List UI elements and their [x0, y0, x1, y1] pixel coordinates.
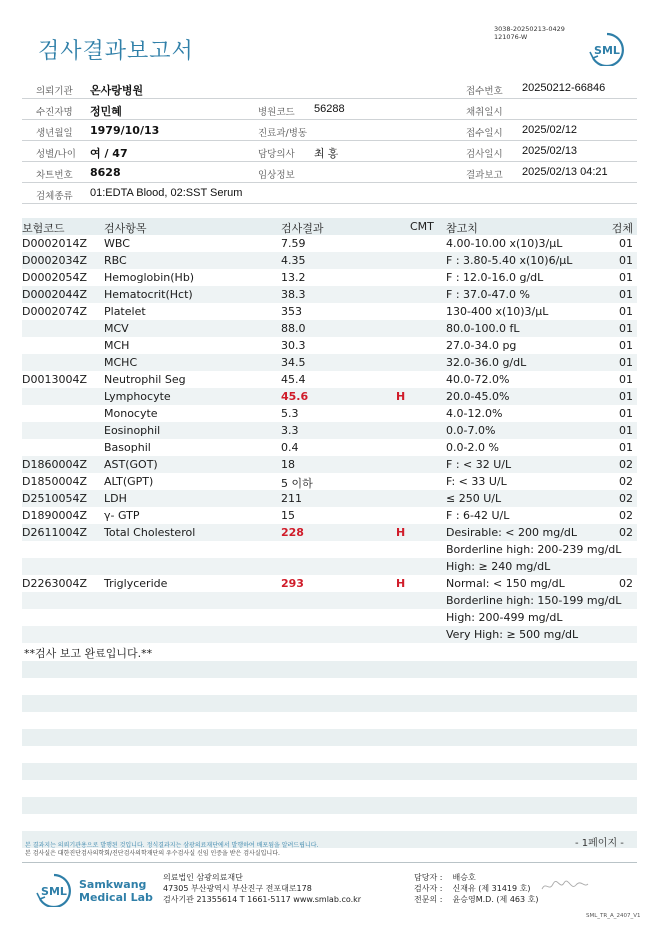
staff-1-role: 담당자 : [414, 873, 443, 882]
table-row [22, 235, 637, 252]
document-code-line-2: 121076-W [494, 33, 528, 41]
table-row [22, 269, 637, 286]
cell-specimen: 01 [619, 254, 633, 267]
table-row [22, 507, 637, 524]
cell-code: D0002044Z [22, 288, 87, 301]
doctor-label: 담당의사 [258, 149, 295, 160]
cell-result: 30.3 [281, 339, 306, 352]
footer-divider [22, 862, 637, 863]
cell-result: 5 이하 [281, 477, 313, 490]
cell-ref: ≤ 250 U/L [446, 492, 502, 505]
cell-specimen: 01 [619, 339, 633, 352]
cell-cmt: H [396, 390, 406, 403]
cell-name: MCH [104, 339, 130, 352]
cell-cmt: H [396, 526, 406, 539]
cell-cmt: H [396, 577, 406, 590]
footer-note [25, 842, 318, 858]
collect-label: 채취일시 [466, 107, 503, 118]
cell-code: D0013004Z [22, 373, 87, 386]
cell-ref: F : < 32 U/L [446, 458, 512, 471]
cell-name: MCHC [104, 356, 138, 369]
cell-result: 7.59 [281, 237, 306, 250]
cell-specimen: 01 [619, 407, 633, 420]
info-row-3 [22, 120, 637, 141]
cell-code: D2263004Z [22, 577, 87, 590]
cell-ref: F : 6-42 U/L [446, 509, 510, 522]
cell-name: WBC [104, 237, 130, 250]
receipt-date-value: 2025/02/12 [522, 124, 578, 136]
dob-label: 생년월일 [36, 128, 73, 139]
header-ref: 참고치 [446, 222, 478, 235]
doctor-value: 최 홍 [314, 148, 339, 160]
empty-band [22, 797, 637, 814]
table-row [22, 558, 637, 575]
cell-specimen: 02 [619, 526, 633, 539]
test-date-label: 검사일시 [466, 149, 503, 160]
staff-3-role: 전문의 : [414, 895, 443, 904]
cell-name: Eosinophil [104, 424, 161, 437]
cell-code: D1850004Z [22, 475, 87, 488]
cell-name: LDH [104, 492, 127, 505]
cell-code: D0002054Z [22, 271, 87, 284]
info-row-2 [22, 99, 637, 120]
header-cmt: CMT [410, 220, 434, 233]
cell-result: 4.35 [281, 254, 306, 267]
footer-note-2: 본 검사실은 대한진단검사의학회/진단검사의학재단의 우수검사실 신임 인증을 받은 검사실입니다. [25, 850, 280, 857]
cell-result: 15 [281, 509, 295, 522]
cell-ref: 80.0-100.0 fL [446, 322, 520, 335]
brand-line-2: Medical Lab [79, 891, 153, 904]
document-code-line-1: 3038-20250213-0429 [494, 25, 565, 33]
cell-specimen: 01 [619, 424, 633, 437]
cell-code: D2611004Z [22, 526, 87, 539]
receipt-no-value: 20250212-66846 [522, 82, 606, 94]
cell-ref: 0.0-7.0% [446, 424, 496, 437]
document-code [494, 25, 565, 41]
receipt-date-label: 접수일시 [466, 128, 503, 139]
staff-2-role: 검사자 : [414, 884, 443, 893]
cell-name: Total Cholesterol [104, 526, 196, 539]
table-row [22, 439, 637, 456]
cell-ref: 32.0-36.0 g/dL [446, 356, 527, 369]
test-date-value: 2025/02/13 [522, 145, 578, 157]
name-value: 정민혜 [90, 105, 122, 118]
cell-ref: Desirable: < 200 mg/dL [446, 526, 578, 539]
staff-info [414, 872, 538, 905]
table-row [22, 575, 637, 592]
empty-band [22, 729, 637, 746]
cell-name: Basophil [104, 441, 151, 454]
results-body [22, 235, 637, 643]
cell-ref: 4.0-12.0% [446, 407, 503, 420]
cell-specimen: 01 [619, 441, 633, 454]
specimen-label: 검체종류 [36, 191, 73, 202]
header-specimen: 검체 [611, 222, 633, 235]
cell-name: MCV [104, 322, 129, 335]
cell-specimen: 01 [619, 322, 633, 335]
cell-ref: 27.0-34.0 pg [446, 339, 517, 352]
specimen-value: 01:EDTA Blood, 02:SST Serum [90, 187, 243, 199]
page-number: - 1페이지 - [575, 838, 624, 849]
report-label: 결과보고 [466, 170, 503, 181]
table-row [22, 303, 637, 320]
sml-logo-bottom-text: SML [41, 885, 67, 898]
corp-line-2: 47305 부산광역시 부산진구 전포대로178 [163, 884, 312, 893]
cell-specimen: 02 [619, 492, 633, 505]
sexage-value: 여 / 47 [90, 147, 128, 160]
cell-ref: 40.0-72.0% [446, 373, 510, 386]
cell-code: D0002074Z [22, 305, 87, 318]
receipt-no-label: 접수번호 [466, 86, 503, 97]
corporation-info [163, 872, 361, 905]
info-row-6 [22, 183, 637, 204]
cell-name: Neutrophil Seg [104, 373, 186, 386]
info-row-4 [22, 141, 637, 162]
cell-ref: F: < 33 U/L [446, 475, 507, 488]
cell-specimen: 01 [619, 237, 633, 250]
cell-result: 3.3 [281, 424, 299, 437]
cell-name: RBC [104, 254, 127, 267]
patient-info [22, 78, 637, 204]
empty-band [22, 763, 637, 780]
corp-line-3: 검사기관 21355614 T 1661-5117 www.smlab.co.kr [163, 895, 362, 904]
hospcode-label: 병원코드 [258, 107, 295, 118]
chart-value: 8628 [90, 166, 121, 179]
cell-result: 88.0 [281, 322, 306, 335]
cell-ref: F : 37.0-47.0 % [446, 288, 530, 301]
cell-ref: Borderline high: 200-239 mg/dL [446, 543, 622, 556]
name-label: 수진자명 [36, 107, 73, 118]
table-row [22, 388, 637, 405]
completion-row [22, 643, 637, 660]
cell-code: D0002014Z [22, 237, 87, 250]
cell-specimen: 01 [619, 356, 633, 369]
sexage-label: 성별/나이 [36, 149, 76, 160]
cell-specimen: 01 [619, 288, 633, 301]
table-row [22, 541, 637, 558]
table-row [22, 252, 637, 269]
cell-ref: Normal: < 150 mg/dL [446, 577, 565, 590]
cell-result: 38.3 [281, 288, 306, 301]
cell-result: 18 [281, 458, 295, 471]
chart-label: 차트번호 [36, 170, 73, 181]
table-row [22, 592, 637, 609]
cell-name: Lymphocyte [104, 390, 171, 403]
staff-3-name: 윤승영M.D. (제 463 호) [452, 895, 539, 904]
cell-ref: 0.0-2.0 % [446, 441, 499, 454]
form-code: SML_TR_A_2407_V1 [586, 913, 641, 919]
cell-ref: 20.0-45.0% [446, 390, 510, 403]
corp-line-1: 의료법인 삼광의료재단 [163, 873, 243, 882]
cell-result: 228 [281, 526, 304, 539]
cell-code: D1860004Z [22, 458, 87, 471]
completion-text: **검사 보고 완료입니다.** [24, 647, 153, 660]
table-row [22, 286, 637, 303]
cell-result: 0.4 [281, 441, 299, 454]
table-row [22, 405, 637, 422]
cell-specimen: 01 [619, 271, 633, 284]
signature [540, 878, 590, 894]
table-row [22, 371, 637, 388]
table-row [22, 609, 637, 626]
cell-name: Triglyceride [104, 577, 168, 590]
table-row [22, 524, 637, 541]
cell-result: 34.5 [281, 356, 306, 369]
cell-result: 45.6 [281, 390, 309, 403]
cell-name: Hemoglobin(Hb) [104, 271, 195, 284]
empty-band [22, 661, 637, 678]
dept-label: 진료과/병동 [258, 128, 308, 139]
cell-code: D2510054Z [22, 492, 87, 505]
cell-name: ALT(GPT) [104, 475, 154, 488]
footer-note-1: 본 결과지는 의뢰기관용으로 발행된 것입니다. 정식결과지는 삼광의료재단에서 발행하여 배포됨을 알려드립니다. [25, 842, 319, 849]
brand-name [79, 878, 153, 904]
cell-ref: 4.00-10.00 x(10)3/μL [446, 237, 563, 250]
cell-specimen: 01 [619, 390, 633, 403]
cell-specimen: 02 [619, 475, 633, 488]
dob-value: 1979/10/13 [90, 124, 160, 137]
staff-1-name: 배승호 [452, 873, 476, 882]
cell-result: 13.2 [281, 271, 306, 284]
staff-2-name: 신재유 (제 31419 호) [452, 884, 531, 893]
cell-name: γ- GTP [104, 509, 140, 522]
header-code: 보험코드 [22, 222, 65, 235]
page-title: 검사결과보고서 [38, 39, 194, 64]
cell-ref: 130-400 x(10)3/μL [446, 305, 549, 318]
cell-ref: High: ≥ 240 mg/dL [446, 560, 551, 573]
table-row [22, 473, 637, 490]
cell-ref: High: 200-499 mg/dL [446, 611, 563, 624]
sml-logo-bottom [34, 873, 74, 907]
brand-line-1: Samkwang [79, 878, 147, 891]
table-row [22, 490, 637, 507]
table-row [22, 422, 637, 439]
cell-ref: Borderline high: 150-199 mg/dL [446, 594, 622, 607]
info-row-1 [22, 78, 637, 99]
cell-result: 5.3 [281, 407, 299, 420]
cell-ref: Very High: ≥ 500 mg/dL [446, 628, 579, 641]
cell-specimen: 02 [619, 509, 633, 522]
sml-logo-text: SML [594, 44, 620, 57]
cell-result: 293 [281, 577, 304, 590]
empty-band [22, 695, 637, 712]
hospital-value: 온사랑병원 [90, 84, 144, 97]
cell-result: 45.4 [281, 373, 306, 386]
header-result: 검사결과 [281, 222, 324, 235]
header-name: 검사항목 [104, 222, 147, 235]
sml-logo [587, 32, 627, 66]
table-row [22, 337, 637, 354]
cell-name: Platelet [104, 305, 146, 318]
table-row [22, 456, 637, 473]
cell-name: Hematocrit(Hct) [104, 288, 193, 301]
cell-name: AST(GOT) [104, 458, 158, 471]
clinical-label: 임상정보 [258, 170, 295, 181]
cell-specimen: 02 [619, 458, 633, 471]
table-row [22, 626, 637, 643]
cell-specimen: 02 [619, 577, 633, 590]
cell-ref: F : 12.0-16.0 g/dL [446, 271, 544, 284]
hospcode-value: 56288 [314, 103, 345, 115]
cell-result: 211 [281, 492, 302, 505]
results-table [22, 218, 637, 660]
table-row [22, 354, 637, 371]
cell-specimen: 01 [619, 373, 633, 386]
table-row [22, 320, 637, 337]
info-row-5 [22, 162, 637, 183]
report-value: 2025/02/13 04:21 [522, 166, 608, 178]
cell-name: Monocyte [104, 407, 158, 420]
hospital-label: 의뢰기관 [36, 86, 73, 97]
cell-result: 353 [281, 305, 302, 318]
cell-code: D0002034Z [22, 254, 87, 267]
results-header [22, 218, 637, 235]
cell-code: D1890004Z [22, 509, 87, 522]
cell-specimen: 01 [619, 305, 633, 318]
cell-ref: F : 3.80-5.40 x(10)6/μL [446, 254, 573, 267]
